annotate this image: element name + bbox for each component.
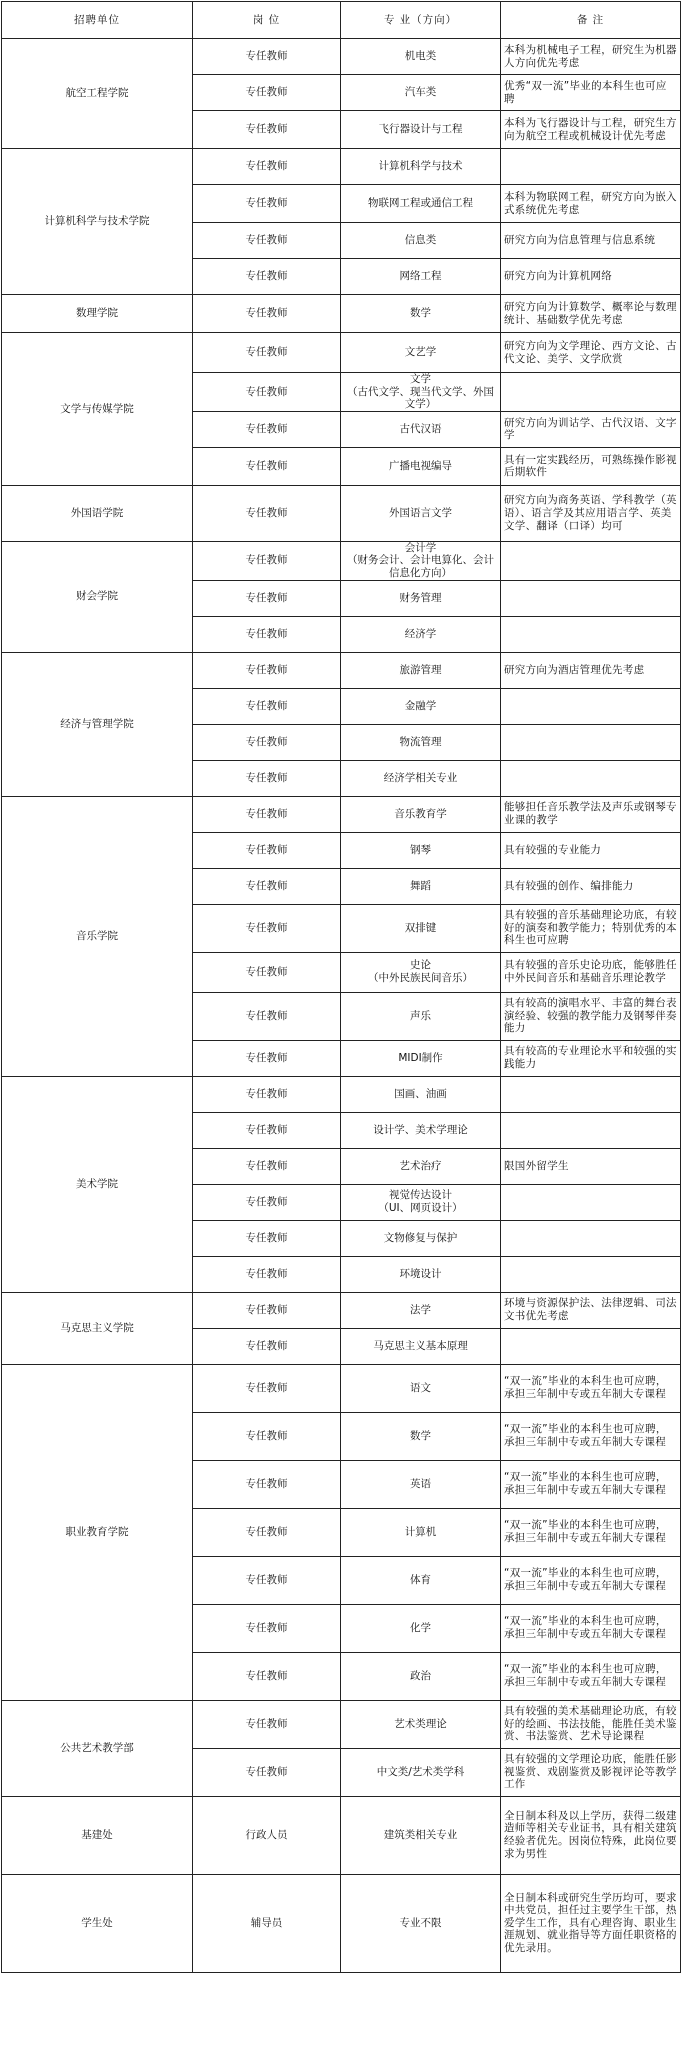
remark-cell: 研究方向为计算数学、概率论与数理统计、基础数学优先考虑 (501, 295, 681, 333)
unit-cell: 学生处 (2, 1874, 193, 1972)
major-cell: 语文 (341, 1364, 501, 1412)
remark-cell: 具有较强的创作、编排能力 (501, 868, 681, 904)
post-cell: 专任教师 (193, 580, 341, 616)
remark-cell: 具有较强的音乐史论功底，能够胜任中外民间音乐和基础音乐理论教学 (501, 952, 681, 992)
unit-cell: 外国语学院 (2, 485, 193, 541)
remark-cell (501, 149, 681, 185)
remark-cell: 本科为机械电子工程，研究生为机器人方向优先考虑 (501, 39, 681, 75)
post-cell: 专任教师 (193, 1040, 341, 1076)
remark-cell (501, 1220, 681, 1256)
major-cell: 财务管理 (341, 580, 501, 616)
post-cell: 专任教师 (193, 724, 341, 760)
table-row (2, 333, 681, 373)
post-cell: 专任教师 (193, 688, 341, 724)
major-cell: 汽车类 (341, 75, 501, 111)
remark-cell: 具有较高的专业理论水平和较强的实践能力 (501, 1040, 681, 1076)
table-row (2, 652, 681, 688)
remark-cell: 研究方向为商务英语、学科教学（英语）、语言学及其应用语言学、英美文学、翻译（口译）均可 (501, 485, 681, 541)
major-cell: 数学 (341, 295, 501, 333)
header-post: 岗 位 (193, 2, 341, 39)
unit-cell: 基建处 (2, 1796, 193, 1874)
table-row (2, 796, 681, 832)
major-cell: 舞蹈 (341, 868, 501, 904)
major-cell: 物流管理 (341, 724, 501, 760)
remark-cell (501, 1112, 681, 1148)
major-cell: 会计学 （财务会计、会计电算化、会计信息化方向） (341, 541, 501, 580)
major-cell: 文艺学 (341, 333, 501, 373)
remark-cell: “双一流”毕业的本科生也可应聘，承担三年制中专或五年制大专课程 (501, 1412, 681, 1460)
table-row (2, 295, 681, 333)
unit-cell: 职业教育学院 (2, 1364, 193, 1700)
remark-cell: “双一流”毕业的本科生也可应聘，承担三年制中专或五年制大专课程 (501, 1460, 681, 1508)
remark-cell: 研究方向为文学理论、西方文论、古代文论、美学、文学欣赏 (501, 333, 681, 373)
post-cell: 专任教师 (193, 1508, 341, 1556)
remark-cell (501, 541, 681, 580)
major-cell: 计算机科学与技术 (341, 149, 501, 185)
post-cell: 专任教师 (193, 1652, 341, 1700)
post-cell: 专任教师 (193, 39, 341, 75)
remark-cell: “双一流”毕业的本科生也可应聘，承担三年制中专或五年制大专课程 (501, 1508, 681, 1556)
unit-cell: 公共艺术教学部 (2, 1700, 193, 1796)
major-cell: 艺术治疗 (341, 1148, 501, 1184)
post-cell: 专任教师 (193, 447, 341, 485)
post-cell: 专任教师 (193, 1748, 341, 1796)
unit-cell: 航空工程学院 (2, 39, 193, 149)
post-cell: 专任教师 (193, 992, 341, 1040)
header-remark: 备 注 (501, 2, 681, 39)
major-cell: 古代汉语 (341, 411, 501, 447)
major-cell: 钢琴 (341, 832, 501, 868)
remark-cell: “双一流”毕业的本科生也可应聘，承担三年制中专或五年制大专课程 (501, 1556, 681, 1604)
remark-cell: 能够担任音乐教学法及声乐或钢琴专业课的教学 (501, 796, 681, 832)
post-cell: 专任教师 (193, 796, 341, 832)
remark-cell (501, 580, 681, 616)
post-cell: 行政人员 (193, 1796, 341, 1874)
post-cell: 专任教师 (193, 760, 341, 796)
table-row (2, 1076, 681, 1112)
table-body (2, 39, 681, 1973)
major-cell: 政治 (341, 1652, 501, 1700)
unit-cell: 文学与传媒学院 (2, 333, 193, 486)
post-cell: 专任教师 (193, 295, 341, 333)
major-cell: 建筑类相关专业 (341, 1796, 501, 1874)
unit-cell: 计算机科学与技术学院 (2, 149, 193, 295)
post-cell: 专任教师 (193, 75, 341, 111)
post-cell: 专任教师 (193, 1460, 341, 1508)
remark-cell: 全日制本科或研究生学历均可，要求中共党员，担任过主要学生干部，热爱学生工作，具有心理咨询、职业生涯规划、就业指导等方面任职资格的优先录用。 (501, 1874, 681, 1972)
post-cell: 专任教师 (193, 832, 341, 868)
remark-cell (501, 1328, 681, 1364)
post-cell: 专任教师 (193, 1700, 341, 1748)
post-cell: 专任教师 (193, 1556, 341, 1604)
post-cell: 专任教师 (193, 1364, 341, 1412)
post-cell: 专任教师 (193, 1184, 341, 1220)
remark-cell: 研究方向为信息管理与信息系统 (501, 223, 681, 259)
unit-cell: 马克思主义学院 (2, 1292, 193, 1364)
post-cell: 专任教师 (193, 1148, 341, 1184)
remark-cell: 全日制本科及以上学历，获得二级建造师等相关专业证书，具有相关建筑经验者优先。因岗位特殊，此岗位要求为男性 (501, 1796, 681, 1874)
remark-cell (501, 1256, 681, 1292)
table-row (2, 1364, 681, 1412)
remark-cell (501, 373, 681, 412)
major-cell: 经济学 (341, 616, 501, 652)
major-cell: 视觉传达设计 （UI、网页设计） (341, 1184, 501, 1220)
post-cell: 专任教师 (193, 1220, 341, 1256)
post-cell: 专任教师 (193, 1412, 341, 1460)
unit-cell: 美术学院 (2, 1076, 193, 1292)
post-cell: 专任教师 (193, 1076, 341, 1112)
post-cell: 专任教师 (193, 373, 341, 412)
remark-cell (501, 1184, 681, 1220)
major-cell: 艺术类理论 (341, 1700, 501, 1748)
remark-cell: “双一流”毕业的本科生也可应聘，承担三年制中专或五年制大专课程 (501, 1604, 681, 1652)
remark-cell: 研究方向为计算机网络 (501, 259, 681, 295)
remark-cell (501, 616, 681, 652)
post-cell: 专任教师 (193, 1292, 341, 1328)
major-cell: 英语 (341, 1460, 501, 1508)
remark-cell: 本科为物联网工程，研究方向为嵌入式系统优先考虑 (501, 185, 681, 223)
major-cell: 环境设计 (341, 1256, 501, 1292)
major-cell: 声乐 (341, 992, 501, 1040)
post-cell: 专任教师 (193, 223, 341, 259)
major-cell: 法学 (341, 1292, 501, 1328)
major-cell: 中文类/艺术类学科 (341, 1748, 501, 1796)
post-cell: 专任教师 (193, 1328, 341, 1364)
major-cell: 音乐教育学 (341, 796, 501, 832)
table-row (2, 39, 681, 75)
major-cell: 网络工程 (341, 259, 501, 295)
post-cell: 专任教师 (193, 952, 341, 992)
remark-cell: 研究方向为酒店管理优先考虑 (501, 652, 681, 688)
major-cell: 飞行器设计与工程 (341, 111, 501, 149)
header-major: 专 业（方向） (341, 2, 501, 39)
remark-cell: 研究方向为训诂学、古代汉语、文字学 (501, 411, 681, 447)
post-cell: 专任教师 (193, 185, 341, 223)
table-header-row (2, 2, 681, 39)
remark-cell: 具有较强的专业能力 (501, 832, 681, 868)
remark-cell: 具有较强的文学理论功底，能胜任影视鉴赏、戏剧鉴赏及影视评论等教学工作 (501, 1748, 681, 1796)
major-cell: 旅游管理 (341, 652, 501, 688)
post-cell: 专任教师 (193, 1604, 341, 1652)
major-cell: 马克思主义基本原理 (341, 1328, 501, 1364)
post-cell: 专任教师 (193, 1112, 341, 1148)
post-cell: 专任教师 (193, 411, 341, 447)
remark-cell: 具有较强的音乐基础理论功底，有较好的演奏和教学能力；特别优秀的本科生也可应聘 (501, 904, 681, 952)
major-cell: 外国语言文学 (341, 485, 501, 541)
major-cell: 史论 （中外民族民间音乐） (341, 952, 501, 992)
remark-cell: 具有较高的演唱水平、丰富的舞台表演经验、较强的教学能力及钢琴伴奏能力 (501, 992, 681, 1040)
major-cell: 文学 （古代文学、现当代文学、外国文学） (341, 373, 501, 412)
major-cell: 文物修复与保护 (341, 1220, 501, 1256)
major-cell: 机电类 (341, 39, 501, 75)
post-cell: 专任教师 (193, 652, 341, 688)
unit-cell: 财会学院 (2, 541, 193, 652)
major-cell: 经济学相关专业 (341, 760, 501, 796)
post-cell: 专任教师 (193, 541, 341, 580)
post-cell: 专任教师 (193, 616, 341, 652)
major-cell: 化学 (341, 1604, 501, 1652)
post-cell: 辅导员 (193, 1874, 341, 1972)
major-cell: 设计学、美术学理论 (341, 1112, 501, 1148)
post-cell: 专任教师 (193, 111, 341, 149)
table-row (2, 1874, 681, 1972)
unit-cell: 音乐学院 (2, 796, 193, 1076)
table-row (2, 485, 681, 541)
major-cell: 双排键 (341, 904, 501, 952)
major-cell: 国画、油画 (341, 1076, 501, 1112)
post-cell: 专任教师 (193, 904, 341, 952)
major-cell: 广播电视编导 (341, 447, 501, 485)
major-cell: MIDI制作 (341, 1040, 501, 1076)
table-row (2, 1700, 681, 1748)
post-cell: 专任教师 (193, 868, 341, 904)
remark-cell (501, 688, 681, 724)
remark-cell: 限国外留学生 (501, 1148, 681, 1184)
unit-cell: 数理学院 (2, 295, 193, 333)
unit-cell: 经济与管理学院 (2, 652, 193, 796)
post-cell: 专任教师 (193, 149, 341, 185)
table-row (2, 1292, 681, 1328)
remark-cell: 具有一定实践经历，可熟练操作影视后期软件 (501, 447, 681, 485)
major-cell: 物联网工程或通信工程 (341, 185, 501, 223)
table-row (2, 1796, 681, 1874)
recruitment-table (1, 1, 681, 1973)
remark-cell: 具有较强的美术基础理论功底，有较好的绘画、书法技能，能胜任美术鉴赏、书法鉴赏、艺术导论课程 (501, 1700, 681, 1748)
table-row (2, 149, 681, 185)
remark-cell (501, 1076, 681, 1112)
remark-cell: “双一流”毕业的本科生也可应聘，承担三年制中专或五年制大专课程 (501, 1652, 681, 1700)
remark-cell (501, 760, 681, 796)
post-cell: 专任教师 (193, 333, 341, 373)
post-cell: 专任教师 (193, 485, 341, 541)
remark-cell: “双一流”毕业的本科生也可应聘，承担三年制中专或五年制大专课程 (501, 1364, 681, 1412)
major-cell: 体育 (341, 1556, 501, 1604)
remark-cell (501, 724, 681, 760)
remark-cell: 优秀“双一流”毕业的本科生也可应聘 (501, 75, 681, 111)
post-cell: 专任教师 (193, 259, 341, 295)
major-cell: 数学 (341, 1412, 501, 1460)
table-row (2, 541, 681, 580)
post-cell: 专任教师 (193, 1256, 341, 1292)
major-cell: 计算机 (341, 1508, 501, 1556)
major-cell: 专业不限 (341, 1874, 501, 1972)
remark-cell: 本科为飞行器设计与工程，研究生方向为航空工程或机械设计优先考虑 (501, 111, 681, 149)
major-cell: 金融学 (341, 688, 501, 724)
header-unit: 招聘单位 (2, 2, 193, 39)
major-cell: 信息类 (341, 223, 501, 259)
remark-cell: 环境与资源保护法、法律逻辑、司法文书优先考虑 (501, 1292, 681, 1328)
